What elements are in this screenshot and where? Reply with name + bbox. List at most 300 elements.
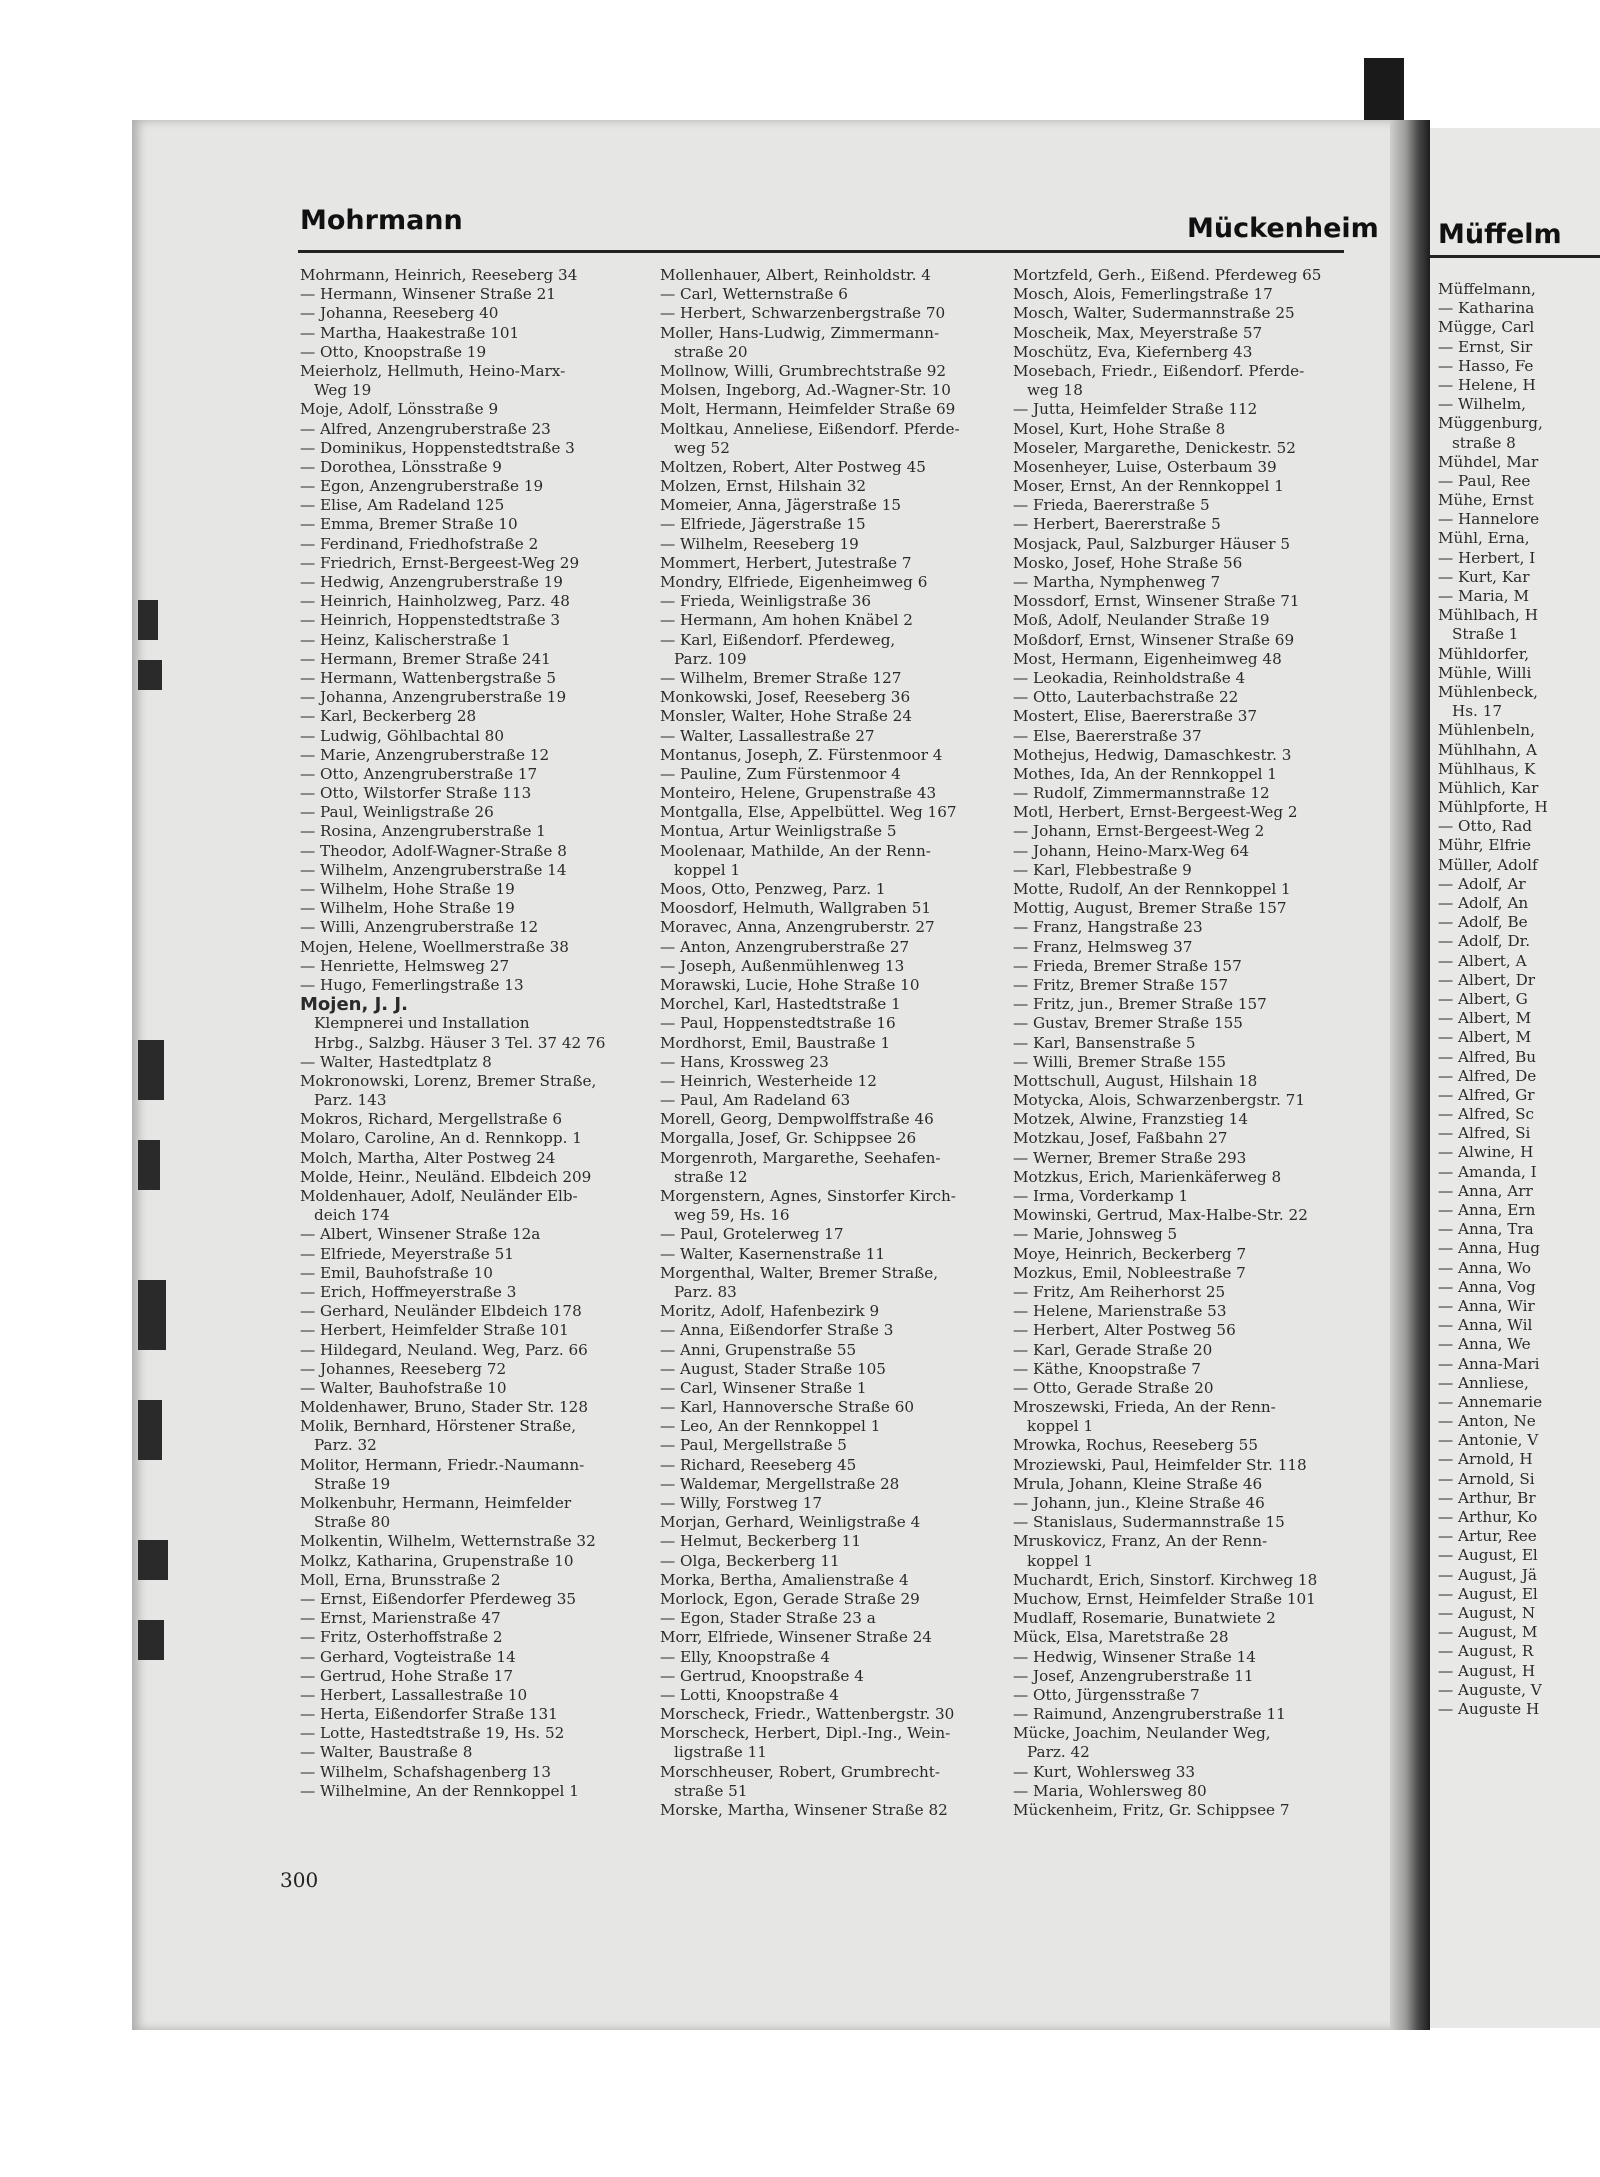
header-right: Mückenheim [1187, 213, 1379, 244]
directory-entry: — Carl, Wetternstraße 6 [660, 285, 848, 304]
directory-entry: Moldenhawer, Bruno, Stader Str. 128 [300, 1398, 588, 1417]
directory-entry: — Adolf, Be [1438, 913, 1528, 932]
next-page-fragment [1430, 128, 1600, 2028]
directory-entry: Motycka, Alois, Schwarzenbergstr. 71 [1013, 1091, 1306, 1110]
directory-entry: — Anna, Wo [1438, 1258, 1531, 1277]
directory-entry: — Paul, Ree [1438, 471, 1531, 490]
directory-entry: — Richard, Reeseberg 45 [660, 1455, 857, 1474]
directory-entry: Mroszewski, Frieda, An der Renn- [1013, 1398, 1276, 1417]
directory-entry: koppel 1 [1027, 1417, 1094, 1436]
directory-entry: Motzkus, Erich, Marienkäferweg 8 [1013, 1167, 1282, 1186]
directory-entry: — Ernst, Eißendorfer Pferdeweg 35 [300, 1589, 577, 1608]
directory-entry: — Pauline, Zum Fürstenmoor 4 [660, 764, 901, 783]
directory-entry: Moseler, Margarethe, Denickestr. 52 [1013, 438, 1296, 457]
directory-entry: Molsen, Ingeborg, Ad.-Wagner-Str. 10 [660, 381, 951, 400]
directory-entry: — Marie, Anzengruberstraße 12 [300, 745, 550, 764]
directory-entry: Straße 1 [1452, 625, 1519, 644]
directory-entry: Motzkau, Josef, Faßbahn 27 [1013, 1129, 1228, 1148]
directory-entry: Mudlaff, Rosemarie, Bunatwiete 2 [1013, 1609, 1276, 1628]
directory-entry: — Herta, Eißendorfer Straße 131 [300, 1705, 558, 1724]
directory-entry: straße 51 [674, 1781, 748, 1800]
directory-entry: — Fritz, Osterhoffstraße 2 [300, 1628, 503, 1647]
directory-entry: — Stanislaus, Sudermannstraße 15 [1013, 1513, 1285, 1532]
directory-entry: — Johann, Ernst-Bergeest-Weg 2 [1013, 822, 1265, 841]
directory-entry: Moye, Heinrich, Beckerberg 7 [1013, 1244, 1247, 1263]
directory-entry: — Anna, Arr [1438, 1181, 1533, 1200]
directory-entry: Straße 80 [314, 1513, 391, 1532]
directory-entry: koppel 1 [1027, 1551, 1094, 1570]
directory-entry: Mühle, Willi [1438, 663, 1532, 682]
directory-entry: — Herbert, Baererstraße 5 [1013, 515, 1221, 534]
directory-entry: Hrbg., Salzbg. Häuser 3 Tel. 37 42 76 [314, 1033, 606, 1052]
directory-entry: — Heinz, Kalischerstraße 1 [300, 630, 511, 649]
directory-entry: — August, Stader Straße 105 [660, 1359, 886, 1378]
directory-entry: — Adolf, An [1438, 894, 1529, 912]
directory-entry: — Adolf, Dr. [1438, 932, 1531, 951]
directory-entry: — Jutta, Heimfelder Straße 112 [1013, 400, 1258, 419]
directory-entry: Montua, Artur Weinligstraße 5 [660, 822, 897, 841]
directory-entry: — Anna, Hug [1438, 1239, 1541, 1258]
directory-entry: — Arthur, Ko [1438, 1508, 1538, 1526]
directory-entry: Mosjack, Paul, Salzburger Häuser 5 [1013, 534, 1290, 553]
directory-entry: Mottschull, August, Hilshain 18 [1013, 1071, 1258, 1090]
directory-entry: Moritz, Adolf, Hafenbezirk 9 [660, 1302, 880, 1321]
directory-entry: — Walter, Bauhofstraße 10 [300, 1378, 507, 1397]
directory-entry: — Annemarie [1438, 1392, 1543, 1411]
directory-entry: Moravec, Anna, Anzengruberstr. 27 [660, 918, 935, 937]
directory-entry: Mondry, Elfriede, Eigenheimweg 6 [660, 573, 928, 591]
directory-entry: Mojen, J. J. [300, 994, 408, 1016]
directory-entry: Mroziewski, Paul, Heimfelder Str. 118 [1013, 1455, 1307, 1474]
directory-entry: Mückenheim, Fritz, Gr. Schippsee 7 [1013, 1801, 1290, 1819]
directory-entry: Mollenhauer, Albert, Reinholdstr. 4 [660, 266, 931, 284]
directory-entry: Mrowka, Rochus, Reeseberg 55 [1013, 1436, 1259, 1455]
directory-entry: Morgalla, Josef, Gr. Schippsee 26 [660, 1129, 917, 1148]
directory-entry: Mügge, Carl [1438, 318, 1535, 337]
directory-entry: Parz. 42 [1027, 1743, 1090, 1762]
directory-entry: Mühl, Erna, [1438, 529, 1530, 548]
directory-entry: — Heinrich, Westerheide 12 [660, 1071, 877, 1090]
directory-entry: — Leokadia, Reinholdstraße 4 [1013, 668, 1246, 687]
directory-entry: Mostert, Elise, Baererstraße 37 [1013, 707, 1258, 726]
directory-entry: — Franz, Helmsweg 37 [1013, 937, 1193, 956]
directory-entry: Mühlbach, H [1438, 606, 1538, 625]
directory-entry: Morlock, Egon, Gerade Straße 29 [660, 1589, 920, 1608]
directory-entry: — Willy, Forstweg 17 [660, 1494, 823, 1512]
directory-entry: — Kurt, Wohlersweg 33 [1013, 1762, 1196, 1781]
directory-entry: — Anna, Ern [1438, 1201, 1536, 1219]
directory-entry: Moscheik, Max, Meyerstraße 57 [1013, 323, 1263, 342]
directory-entry: Mosch, Walter, Sudermannstraße 25 [1013, 304, 1295, 323]
directory-entry: — Frieda, Bremer Straße 157 [1013, 956, 1242, 975]
directory-entry: — Gerhard, Neuländer Elbdeich 178 [300, 1302, 582, 1321]
directory-entry: Müller, Adolf [1438, 855, 1538, 874]
directory-entry: — Johanna, Reeseberg 40 [300, 304, 499, 323]
directory-entry: — Katharina [1438, 299, 1535, 318]
directory-entry: — Joseph, Außenmühlenweg 13 [660, 956, 905, 975]
directory-entry: straße 8 [1452, 433, 1516, 452]
directory-entry: — Hildegard, Neuland. Weg, Parz. 66 [300, 1340, 588, 1359]
directory-entry: — Maria, Wohlersweg 80 [1013, 1781, 1207, 1800]
directory-entry: — Amanda, I [1438, 1162, 1537, 1181]
directory-entry: — Hermann, Winsener Straße 21 [300, 285, 556, 304]
directory-entry: Monteiro, Helene, Grupenstraße 43 [660, 784, 937, 803]
directory-entry: — Hermann, Wattenbergstraße 5 [300, 668, 557, 687]
directory-entry: Morchel, Karl, Hastedtstraße 1 [660, 995, 901, 1014]
directory-entry: — Karl, Hannoversche Straße 60 [660, 1398, 915, 1417]
directory-entry: — Arnold, H [1438, 1450, 1533, 1469]
directory-entry: — Maria, M [1438, 587, 1529, 605]
directory-entry: — Emil, Bauhofstraße 10 [300, 1263, 493, 1282]
directory-entry: — Wilhelm, Hohe Straße 19 [300, 899, 515, 918]
directory-entry: Parz. 109 [674, 649, 747, 668]
directory-entry: — Wilhelm, Schafshagenberg 13 [300, 1762, 552, 1781]
directory-entry: — Hugo, Femerlingstraße 13 [300, 975, 524, 994]
directory-entry: — Fritz, Am Reiherhorst 25 [1013, 1282, 1226, 1301]
directory-entry: Molaro, Caroline, An d. Rennkopp. 1 [300, 1129, 582, 1148]
directory-entry: — Ludwig, Göhlbachtal 80 [300, 726, 504, 745]
directory-entry: — Dorothea, Lönsstraße 9 [300, 457, 502, 476]
directory-entry: — Alfred, Si [1438, 1124, 1531, 1143]
directory-entry: — Arthur, Br [1438, 1488, 1536, 1507]
directory-entry: Mosel, Kurt, Hohe Straße 8 [1013, 419, 1226, 438]
directory-entry: — Rudolf, Zimmermannstraße 12 [1013, 784, 1270, 803]
directory-entry: Morawski, Lucie, Hohe Straße 10 [660, 975, 920, 994]
directory-entry: Mruskovicz, Franz, An der Renn- [1013, 1532, 1268, 1551]
directory-entry: — Henriette, Helmsweg 27 [300, 956, 510, 975]
header-left: Mohrmann [300, 205, 463, 236]
directory-entry: — Olga, Beckerberg 11 [660, 1551, 840, 1570]
directory-entry: — Gerhard, Vogteistraße 14 [300, 1647, 516, 1666]
directory-entry: ligstraße 11 [674, 1743, 767, 1762]
directory-entry: — Marie, Johnsweg 5 [1013, 1225, 1178, 1244]
directory-entry: Mühe, Ernst [1438, 491, 1534, 510]
directory-entry: — Walter, Kasernenstraße 11 [660, 1244, 886, 1263]
directory-entry: — Erich, Hoffmeyerstraße 3 [300, 1282, 517, 1301]
directory-entry: — Elise, Am Radeland 125 [300, 496, 505, 515]
directory-entry: Most, Hermann, Eigenheimweg 48 [1013, 649, 1282, 668]
directory-entry: Moolenaar, Mathilde, An der Renn- [660, 841, 931, 860]
directory-entry: Mottig, August, Bremer Straße 157 [1013, 899, 1287, 918]
directory-entry: Hs. 17 [1452, 702, 1503, 721]
directory-entry: Molkenbuhr, Hermann, Heimfelder [300, 1494, 572, 1512]
directory-entry: — Hermann, Am hohen Knäbel 2 [660, 611, 913, 630]
directory-entry: — Alfred, Gr [1438, 1085, 1535, 1104]
directory-entry: — Karl, Bansenstraße 5 [1013, 1033, 1196, 1052]
directory-entry: — Waldemar, Mergellstraße 28 [660, 1474, 900, 1493]
directory-entry: Moß, Adolf, Neulander Straße 19 [1013, 611, 1270, 630]
directory-entry: Morell, Georg, Dempwolffstraße 46 [660, 1110, 934, 1129]
directory-entry: Molkentin, Wilhelm, Wetternstraße 32 [300, 1532, 596, 1551]
directory-entry: — Hans, Krossweg 23 [660, 1052, 829, 1071]
directory-entry: Motzek, Alwine, Franzstieg 14 [1013, 1110, 1249, 1129]
directory-entry: — Auguste, V [1438, 1680, 1542, 1699]
header-rule [298, 250, 1344, 253]
directory-entry: — Elly, Knoopstraße 4 [660, 1647, 831, 1666]
directory-entry: — Otto, Knoopstraße 19 [300, 342, 487, 361]
directory-entry: — Hermann, Bremer Straße 241 [300, 649, 551, 668]
directory-entry: — Anna, Eißendorfer Straße 3 [660, 1321, 894, 1340]
directory-entry: Mühlhahn, A [1438, 740, 1537, 759]
directory-entry: — Karl, Eißendorf. Pferdeweg, [660, 630, 896, 649]
directory-entry: — Albert, M [1438, 1028, 1532, 1047]
directory-entry: deich 174 [314, 1206, 390, 1225]
column-next-page [1438, 280, 1548, 1719]
next-page-rule [1430, 255, 1600, 258]
directory-entry: — Fritz, Bremer Straße 157 [1013, 975, 1229, 994]
directory-entry: — Anna, Wil [1438, 1316, 1533, 1335]
directory-entry: — Elfriede, Meyerstraße 51 [300, 1244, 514, 1263]
directory-entry: — Theodor, Adolf-Wagner-Straße 8 [300, 841, 567, 860]
directory-entry: Molde, Heinr., Neuländ. Elbdeich 209 [300, 1167, 592, 1186]
directory-entry: — Frieda, Baererstraße 5 [1013, 496, 1210, 515]
directory-entry: — Ernst, Marienstraße 47 [300, 1609, 501, 1628]
directory-entry: Muchardt, Erich, Sinstorf. Kirchweg 18 [1013, 1570, 1318, 1589]
directory-entry: — Heinrich, Hainholzweg, Parz. 48 [300, 592, 570, 611]
directory-entry: weg 18 [1027, 381, 1083, 400]
directory-entry: — Albert, G [1438, 989, 1528, 1008]
directory-entry: — Käthe, Knoopstraße 7 [1013, 1359, 1201, 1378]
column-2 [660, 266, 960, 1820]
directory-entry: straße 12 [674, 1167, 748, 1186]
directory-entry: — Wilhelm, Hohe Straße 19 [300, 880, 515, 898]
directory-entry: — Gertrud, Knoopstraße 4 [660, 1666, 864, 1685]
directory-entry: — August, N [1438, 1603, 1536, 1622]
directory-entry: Morgenstern, Agnes, Sinstorfer Kirch- [660, 1187, 956, 1205]
directory-entry: — Otto, Rad [1438, 817, 1533, 836]
directory-entry: Mowinski, Gertrud, Max-Halbe-Str. 22 [1013, 1206, 1308, 1225]
directory-entry: — Dominikus, Hoppenstedtstraße 3 [300, 438, 575, 457]
directory-entry: — Fritz, jun., Bremer Straße 157 [1013, 995, 1267, 1014]
directory-entry: Mohrmann, Heinrich, Reeseberg 34 [300, 266, 578, 284]
directory-entry: — Wilhelm, [1438, 395, 1526, 414]
directory-entry: — Rosina, Anzengruberstraße 1 [300, 822, 546, 841]
directory-entry: — Annliese, [1438, 1373, 1529, 1392]
directory-entry: Mühldorfer, [1438, 644, 1530, 663]
directory-entry: Mosko, Josef, Hohe Straße 56 [1013, 553, 1243, 572]
directory-entry: — Hasso, Fe [1438, 356, 1534, 375]
directory-entry: — Albert, Dr [1438, 970, 1536, 989]
directory-entry: Parz. 32 [314, 1436, 377, 1455]
directory-entry: — Hedwig, Anzengruberstraße 19 [300, 573, 563, 591]
directory-entry: Mühdel, Mar [1438, 452, 1539, 471]
directory-entry: — Otto, Lauterbachstraße 22 [1013, 688, 1239, 707]
directory-entry: — Alfred, Bu [1438, 1047, 1537, 1066]
directory-entry: Moll, Erna, Brunsstraße 2 [300, 1570, 501, 1589]
directory-entry: — Frieda, Weinligstraße 36 [660, 592, 872, 611]
directory-entry: — Paul, Mergellstraße 5 [660, 1436, 847, 1455]
directory-entry: — Karl, Gerade Straße 20 [1013, 1340, 1213, 1359]
directory-entry: — August, El [1438, 1584, 1538, 1603]
directory-entry: Monsler, Walter, Hohe Straße 24 [660, 707, 912, 726]
directory-entry: — Egon, Stader Straße 23 a [660, 1609, 876, 1628]
directory-entry: — Johann, jun., Kleine Straße 46 [1013, 1494, 1265, 1512]
directory-entry: — Paul, Grotelerweg 17 [660, 1225, 844, 1244]
directory-entry: — Willi, Anzengruberstraße 12 [300, 918, 539, 937]
directory-entry: weg 52 [674, 438, 730, 457]
directory-entry: Moser, Ernst, An der Rennkoppel 1 [1013, 477, 1284, 496]
directory-entry: — Anton, Ne [1438, 1412, 1536, 1431]
directory-entry: Moller, Hans-Ludwig, Zimmermann- [660, 323, 940, 342]
directory-entry: — Wilhelm, Bremer Straße 127 [660, 668, 902, 687]
directory-entry: — Lotte, Hastedtstraße 19, Hs. 52 [300, 1724, 565, 1743]
directory-entry: — Otto, Wilstorfer Straße 113 [300, 784, 532, 803]
directory-entry: — Gertrud, Hohe Straße 17 [300, 1666, 514, 1685]
directory-entry: — Herbert, Alter Postweg 56 [1013, 1321, 1236, 1340]
directory-entry: koppel 1 [674, 860, 741, 879]
directory-entry: Moschütz, Eva, Kiefernberg 43 [1013, 342, 1253, 361]
directory-entry: — Adolf, Ar [1438, 874, 1526, 893]
directory-entry: — Ferdinand, Friedhofstraße 2 [300, 534, 539, 553]
directory-entry: — Anni, Grupenstraße 55 [660, 1340, 857, 1359]
directory-entry: Muchow, Ernst, Heimfelder Straße 101 [1013, 1589, 1316, 1608]
directory-entry: Mühlenbeck, [1438, 682, 1538, 701]
directory-entry: Mühlpforte, H [1438, 798, 1548, 817]
directory-entry: — Ernst, Sir [1438, 337, 1533, 356]
directory-entry: Morscheck, Friedr., Wattenbergstr. 30 [660, 1705, 955, 1724]
directory-entry: Moltkau, Anneliese, Eißendorf. Pferde- [660, 419, 960, 438]
directory-entry: — Antonie, V [1438, 1431, 1539, 1450]
directory-entry: Parz. 83 [674, 1282, 737, 1301]
directory-entry: — Franz, Hangstraße 23 [1013, 918, 1203, 937]
directory-entry: Moltzen, Robert, Alter Postweg 45 [660, 457, 926, 476]
directory-entry: — Paul, Weinligstraße 26 [300, 803, 494, 822]
directory-entry: — Alfred, Anzengruberstraße 23 [300, 419, 551, 438]
directory-entry: — Egon, Anzengruberstraße 19 [300, 477, 544, 496]
directory-entry: — Artur, Ree [1438, 1527, 1537, 1546]
directory-entry: Molch, Martha, Alter Postweg 24 [300, 1148, 556, 1167]
directory-entry: Mortzfeld, Gerh., Eißend. Pferdeweg 65 [1013, 266, 1322, 284]
directory-entry: Müffelmann, [1438, 280, 1536, 298]
page-number: 300 [280, 1868, 319, 1892]
directory-entry: Morske, Martha, Winsener Straße 82 [660, 1801, 948, 1819]
book-gutter [1390, 120, 1430, 2030]
directory-entry: Mollnow, Willi, Grumbrechtstraße 92 [660, 361, 947, 380]
directory-entry: Morjan, Gerhard, Weinligstraße 4 [660, 1513, 921, 1532]
directory-entry: — Otto, Gerade Straße 20 [1013, 1378, 1214, 1397]
directory-entry: — Walter, Lassallestraße 27 [660, 726, 875, 745]
directory-entry: — Albert, M [1438, 1009, 1532, 1028]
directory-entry: Mokronowski, Lorenz, Bremer Straße, [300, 1071, 597, 1090]
directory-entry: Mühr, Elfrie [1438, 836, 1532, 855]
directory-entry: Motl, Herbert, Ernst-Bergeest-Weg 2 [1013, 803, 1298, 822]
directory-entry: Morgenthal, Walter, Bremer Straße, [660, 1263, 939, 1282]
directory-entry: Mühlhaus, K [1438, 759, 1536, 778]
directory-entry: Montanus, Joseph, Z. Fürstenmoor 4 [660, 745, 943, 764]
directory-entry: — Herbert, Lassallestraße 10 [300, 1685, 528, 1704]
directory-entry: — Wilhelm, Anzengruberstraße 14 [300, 860, 567, 879]
directory-entry: — August, R [1438, 1642, 1534, 1661]
directory-entry: Mordhorst, Emil, Baustraße 1 [660, 1033, 891, 1052]
directory-entry: Mühlenbeln, [1438, 721, 1535, 740]
directory-entry: Mücke, Joachim, Neulander Weg, [1013, 1724, 1271, 1743]
directory-entry: — Else, Baererstraße 37 [1013, 726, 1202, 745]
directory-entry: Molitor, Hermann, Friedr.-Naumann- [300, 1455, 585, 1474]
directory-entry: — Lotti, Knoopstraße 4 [660, 1685, 839, 1704]
directory-entry: Molt, Hermann, Heimfelder Straße 69 [660, 400, 956, 419]
directory-entry: Moßdorf, Ernst, Winsener Straße 69 [1013, 630, 1295, 649]
directory-entry: Momeier, Anna, Jägerstraße 15 [660, 496, 902, 515]
directory-entry: — Martha, Nymphenweg 7 [1013, 573, 1221, 591]
directory-entry: — Anna, Vog [1438, 1277, 1536, 1296]
directory-entry: Montgalla, Else, Appelbüttel. Weg 167 [660, 803, 957, 822]
directory-entry: Moosdorf, Helmuth, Wallgraben 51 [660, 899, 932, 918]
directory-entry: — Arnold, Si [1438, 1469, 1535, 1488]
directory-entry: — Martha, Haakestraße 101 [300, 323, 520, 342]
directory-entry: — Hedwig, Winsener Straße 14 [1013, 1647, 1256, 1666]
directory-entry: — Helmut, Beckerberg 11 [660, 1532, 861, 1551]
directory-entry: — Carl, Winsener Straße 1 [660, 1378, 867, 1397]
directory-entry: Klempnerei und Installation [314, 1014, 530, 1033]
directory-entry: Straße 19 [314, 1474, 391, 1493]
directory-entry: — Karl, Beckerberg 28 [300, 707, 477, 726]
directory-entry: — Emma, Bremer Straße 10 [300, 515, 518, 534]
directory-entry: Mojen, Helene, Woellmerstraße 38 [300, 937, 569, 956]
directory-entry: — Josef, Anzengruberstraße 11 [1013, 1666, 1254, 1685]
directory-entry: Mosebach, Friedr., Eißendorf. Pferde- [1013, 361, 1305, 380]
directory-entry: Mosenheyer, Luise, Osterbaum 39 [1013, 457, 1277, 476]
directory-entry: — Paul, Am Radeland 63 [660, 1091, 851, 1110]
directory-entry: — August, H [1438, 1661, 1536, 1680]
directory-entry: — Alfred, Sc [1438, 1105, 1534, 1124]
directory-entry: — Irma, Vorderkamp 1 [1013, 1187, 1189, 1205]
next-page-header: Müffelm [1438, 219, 1562, 250]
directory-entry: Motte, Rudolf, An der Rennkoppel 1 [1013, 880, 1291, 898]
directory-entry: Mosch, Alois, Femerlingstraße 17 [1013, 285, 1273, 304]
directory-entry: Mothes, Ida, An der Rennkoppel 1 [1013, 764, 1277, 783]
directory-entry: — Helene, Marienstraße 53 [1013, 1302, 1227, 1321]
directory-entry: — Willi, Bremer Straße 155 [1013, 1052, 1227, 1071]
directory-entry: Monkowski, Josef, Reeseberg 36 [660, 688, 911, 707]
directory-entry: — Herbert, Schwarzenbergstraße 70 [660, 304, 946, 323]
directory-entry: Morka, Bertha, Amalienstraße 4 [660, 1570, 909, 1589]
directory-entry: weg 59, Hs. 16 [674, 1206, 790, 1225]
column-1 [300, 266, 605, 1801]
directory-entry: — Friedrich, Ernst-Bergeest-Weg 29 [300, 553, 580, 572]
directory-entry: — Hannelore [1438, 510, 1540, 529]
directory-entry: Morgenroth, Margarethe, Seehafen- [660, 1148, 941, 1167]
directory-entry: Moos, Otto, Penzweg, Parz. 1 [660, 880, 886, 898]
directory-entry: Müggenburg, [1438, 414, 1543, 433]
directory-entry: — Kurt, Kar [1438, 567, 1530, 586]
directory-entry: — Heinrich, Hoppenstedtstraße 3 [300, 611, 561, 630]
directory-entry: Mommert, Herbert, Jutestraße 7 [660, 553, 912, 572]
directory-entry: — Raimund, Anzengruberstraße 11 [1013, 1705, 1286, 1724]
directory-entry: Parz. 143 [314, 1091, 387, 1110]
directory-entry: — Wilhelmine, An der Rennkoppel 1 [300, 1781, 579, 1800]
directory-entry: Moje, Adolf, Lönsstraße 9 [300, 400, 499, 419]
directory-entry: — Walter, Baustraße 8 [300, 1743, 473, 1762]
directory-entry: Mück, Elsa, Maretstraße 28 [1013, 1628, 1229, 1647]
directory-entry: straße 20 [674, 342, 748, 361]
directory-entry: — Albert, A [1438, 951, 1527, 970]
directory-entry: Mrula, Johann, Kleine Straße 46 [1013, 1474, 1263, 1493]
directory-entry: — Anna, Wir [1438, 1296, 1535, 1315]
directory-entry: — Gustav, Bremer Straße 155 [1013, 1014, 1243, 1033]
directory-entry: — Helene, H [1438, 375, 1536, 394]
directory-entry: — Alfred, De [1438, 1066, 1537, 1085]
directory-entry: — Anton, Anzengruberstraße 27 [660, 937, 910, 956]
directory-entry: — Anna, Tra [1438, 1220, 1534, 1239]
directory-entry: — Albert, Winsener Straße 12a [300, 1225, 541, 1244]
directory-entry: — Anna-Mari [1438, 1354, 1540, 1373]
directory-entry: — Herbert, Heimfelder Straße 101 [300, 1321, 569, 1340]
directory-entry: — Auguste H [1438, 1699, 1540, 1718]
directory-entry: — Otto, Anzengruberstraße 17 [300, 764, 538, 783]
directory-entry: — August, Jä [1438, 1565, 1537, 1584]
directory-entry: — August, El [1438, 1546, 1538, 1565]
directory-entry: — Karl, Flebbestraße 9 [1013, 860, 1192, 879]
